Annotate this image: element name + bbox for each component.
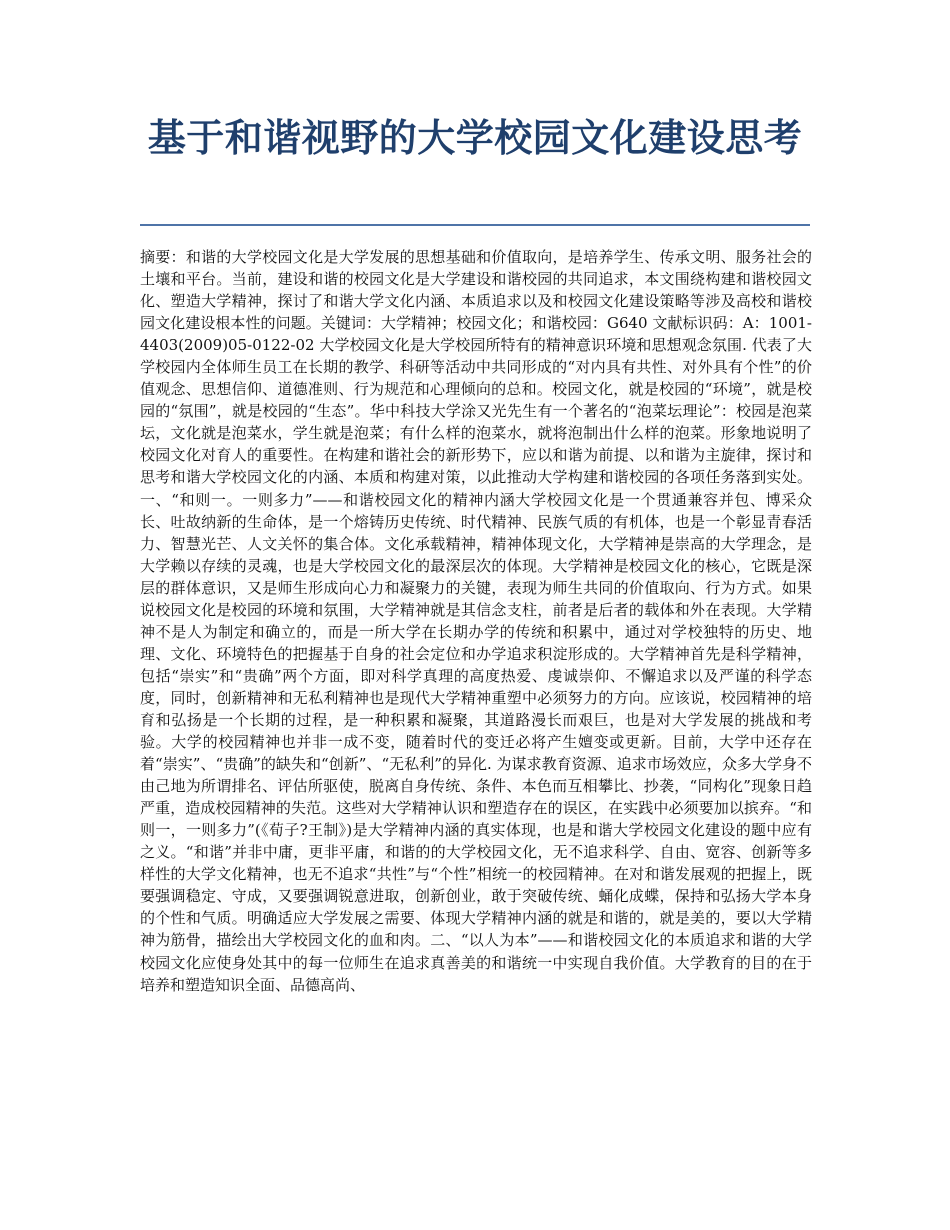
document-body: 摘要：和谐的大学校园文化是大学发展的思想基础和价值取向，是培养学生、传承文明、服务社会的土壤和平台。当前，建设和谐的校园文化是大学建设和谐校园的共同追求，本文围绕构建和谐校园文化、塑造大学精神，探讨了和谐大学文化内涵、本质追求以及和校园文化建设策略等涉及高校和谐校园文化建设根本性的问题。关键词：大学精神；校园文化；和谐校园：G640 文献标识码：A：1001-4403(2009)05-0122-02 大学校园文化是大学校园所特有的精神意识环境和思想观念氛围. 代表了大学校园内全体师生员工在长期的教学、科研等活动中共同形成的“对内具有共性、对外具有个性”的价值观念、思想信仰、道德准则、行为规范和心理倾向的总和。校园文化，就是校园的“环境”，就是校园的“氛围”，就是校园的“生态”。华中科技大学涂又光先生有一个著名的“泡菜坛理论”：校园是泡菜坛，文化就是泡菜水，学生就是泡菜；有什么样的泡菜水，就将泡制出什么样的泡菜。形象地说明了校园文化对育人的重要性。在构建和谐社会的新形势下，应以和谐为前提、以和谐为主旋律，探讨和思考和谐大学校园文化的内涵、本质和构建对策，以此推动大学构建和谐校园的各项任务落到实处。一、“和则一。一则多力”——和谐校园文化的精神内涵大学校园文化是一个贯通兼容并包、博采众长、吐故纳新的生命体，是一个熔铸历史传统、时代精神、民族气质的有机体，也是一个彰显青春活力、智慧光芒、人文关怀的集合体。文化承载精神，精神体现文化，大学精神是崇高的大学理念，是大学赖以存续的灵魂，也是大学校园文化的最深层次的体现。大学精神是校园文化的核心，它既是深层的群体意识，又是师生形成向心力和凝聚力的关键，表现为师生共同的价值取向、行为方式。如果说校园文化是校园的环境和氛围，大学精神就是其信念支柱，前者是后者的载体和外在表现。大学精神不是人为制定和确立的，而是一所大学在长期办学的传统和积累中，通过对学校独特的历史、地理、文化、环境特色的把握基于自身的社会定位和办学追求积淀形成的。大学精神首先是科学精神，包括“崇实”和“贵确”两个方面，即对科学真理的高度热爱、虔诚崇仰、不懈追求以及严谨的科学态度，同时，创新精神和无私利精神也是现代大学精神重塑中必须努力的方向。应该说，校园精神的培育和弘扬是一个长期的过程，是一种积累和凝聚，其道路漫长而艰巨，也是对大学发展的挑战和考验。大学的校园精神也并非一成不变，随着时代的变迁必将产生嬗变或更新。目前，大学中还存在着“崇实”、“贵确”的缺失和“创新”、“无私利”的异化. 为谋求教育资源、追求市场效应，众多大学身不由己地为所谓排名、评估所驱使，脱离自身传统、条件、本色而互相攀比、抄袭，“同构化”现象日趋严重，造成校园精神的失范。这些对大学精神认识和塑造存在的误区，在实践中必须要加以摈弃。“和则一，一则多力”(《荀子?王制》)是大学精神内涵的真实体现，也是和谐大学校园文化建设的题中应有之义。“和谐”并非中庸，更非平庸，和谐的的大学校园文化，无不追求科学、自由、宽容、创新等多样性的大学文化精神，也无不追求“共性”与“个性”相统一的校园精神。在对和谐发展观的把握上，既要强调稳定、守成，又要强调锐意进取，创新创业，敢于突破传统、蛹化成蝶，保持和弘扬大学本身的个性和气质。明确适应大学发展之需要、体现大学精神内涵的就是和谐的，就是美的，要以大学精神为筋骨，描绘出大学校园文化的血和肉。二、“以人为本”——和谐校园文化的本质追求和谐的大学校园文化应使身处其中的每一位师生在追求真善美的和谐统一中实现自我价值。大学教育的目的在于培养和塑造知识全面、品德高尚、 [140, 248, 812, 994]
title-divider [140, 224, 810, 226]
document-title: 基于和谐视野的大学校园文化建设思考 [147, 116, 803, 160]
